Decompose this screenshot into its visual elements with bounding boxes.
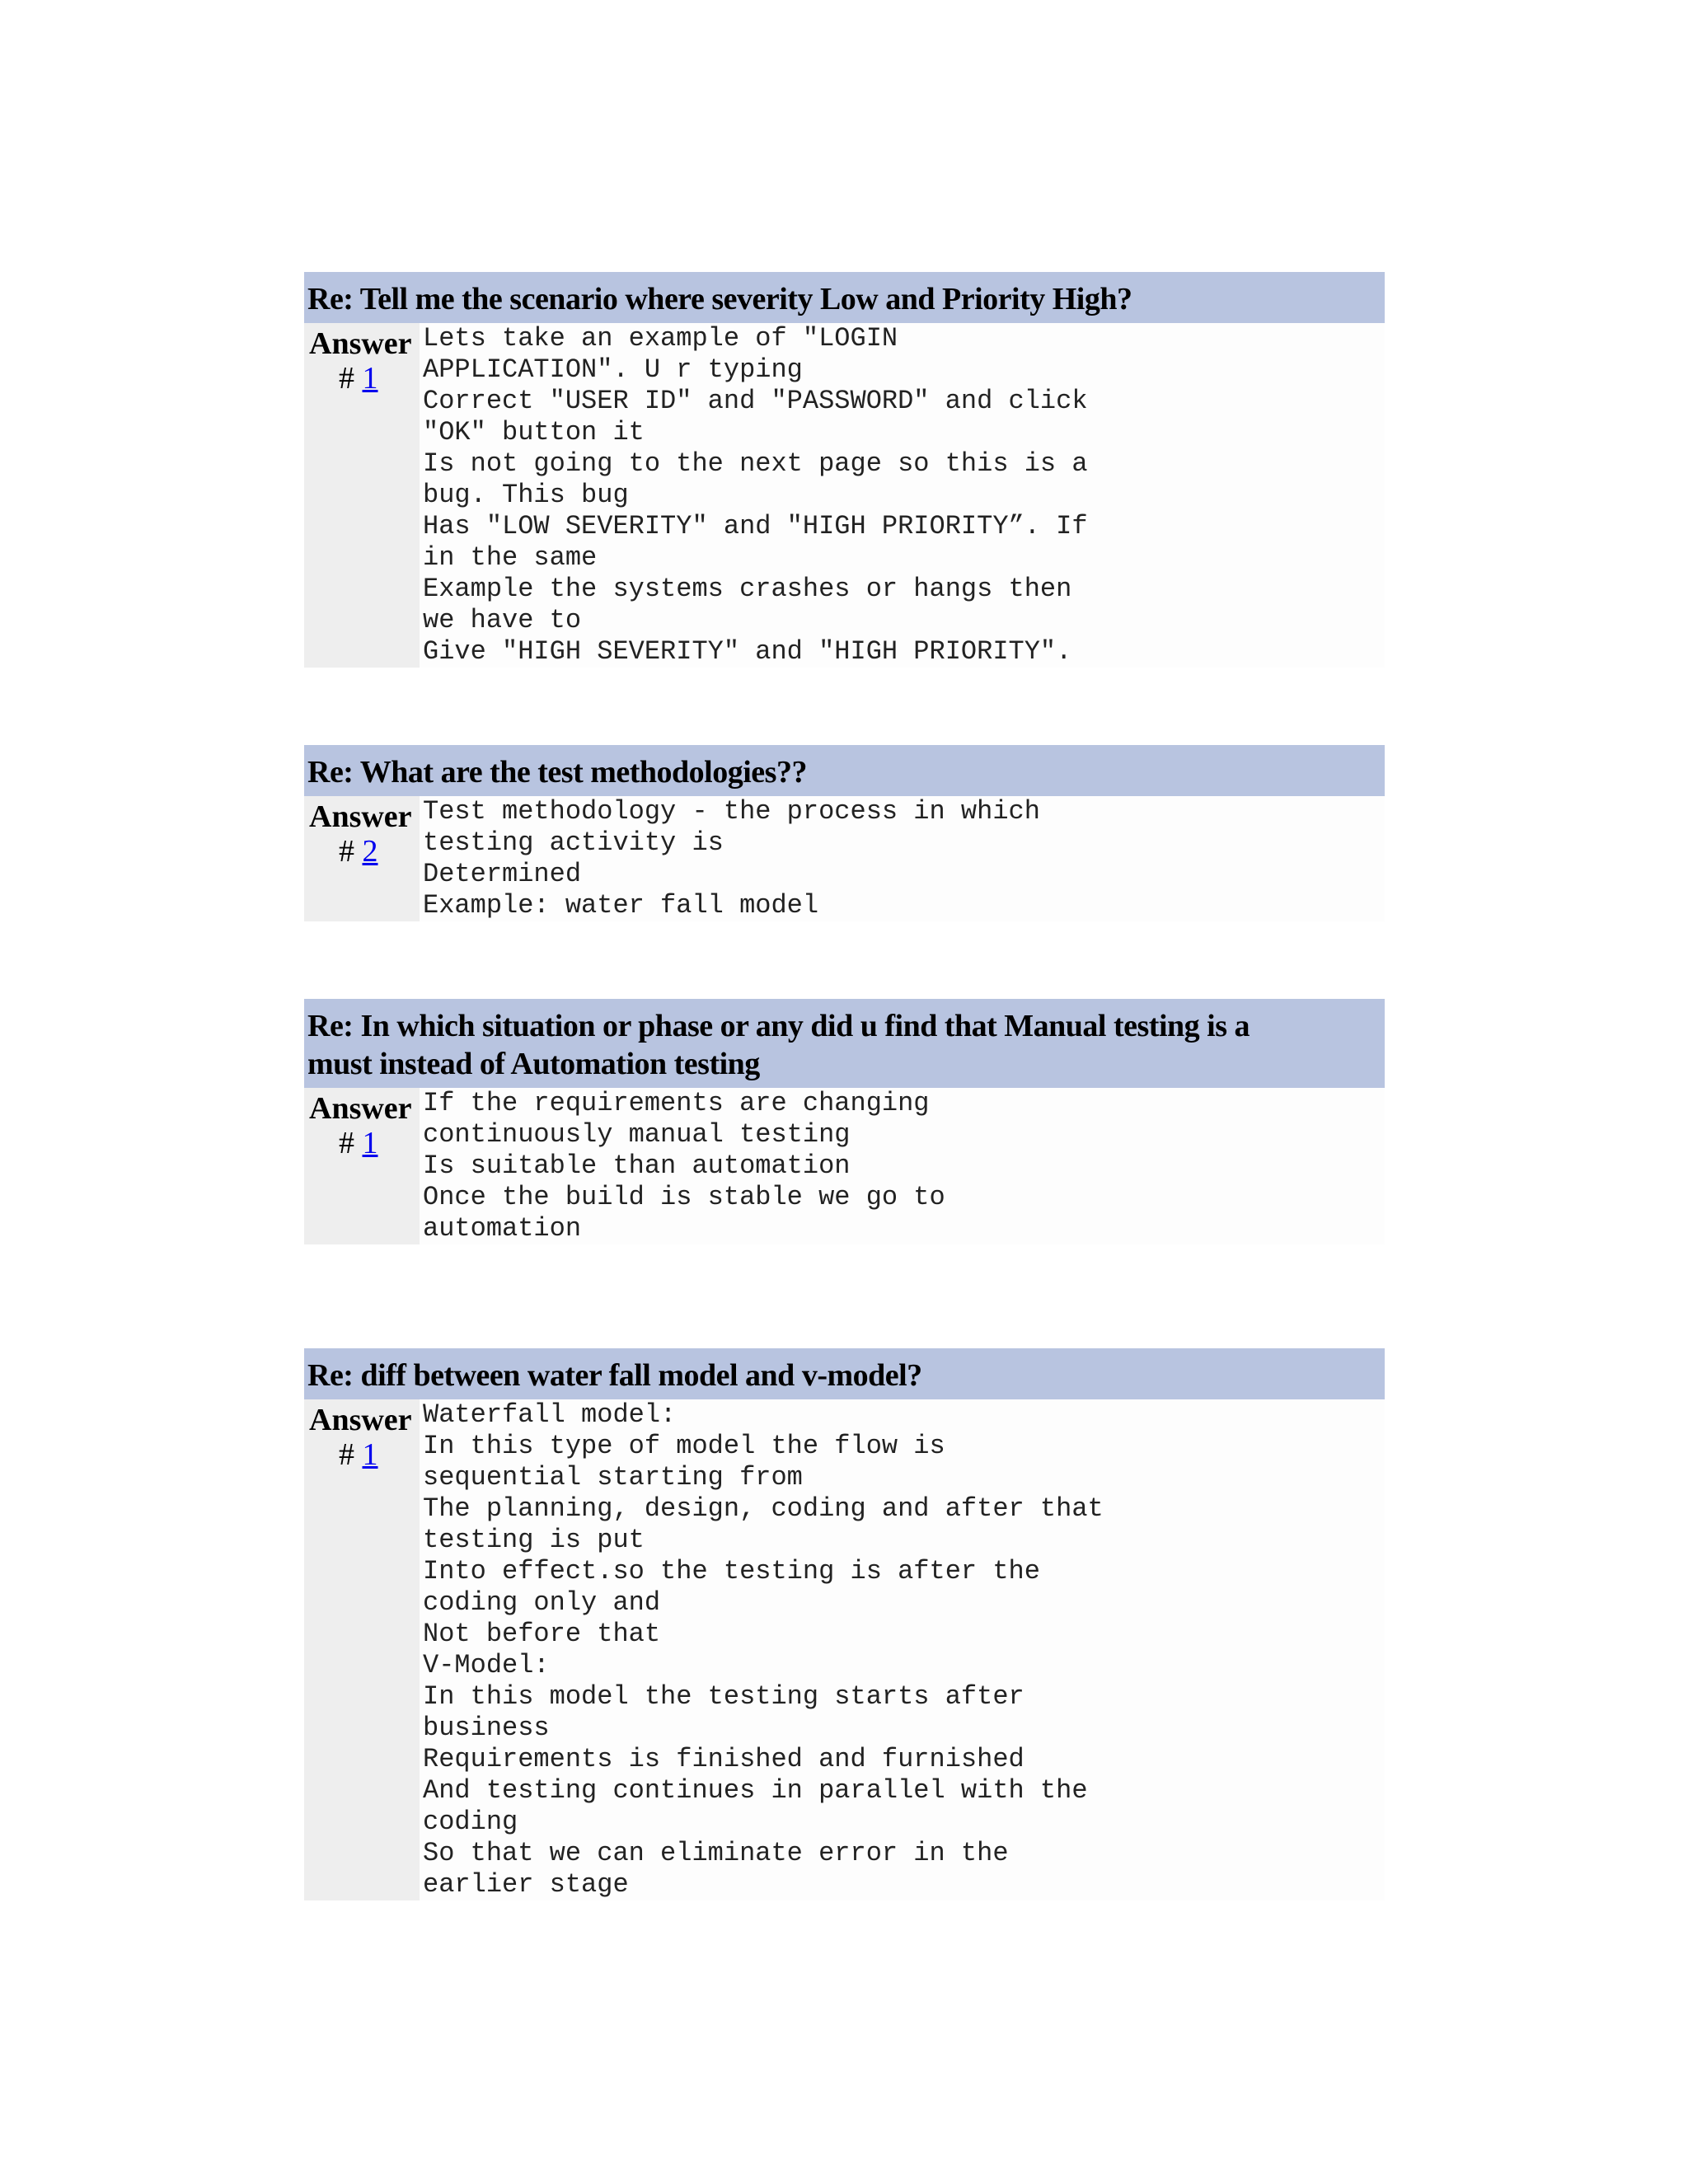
answer-line: Has "LOW SEVERITY" and "HIGH PRIORITY”. If [423,511,1088,541]
answer-number-link[interactable]: 1 [362,1437,378,1472]
qa-block-1 [304,272,1385,668]
answer-line: coding only and [423,1587,661,1618]
answer-line: Into effect.so the testing is after the [423,1556,1040,1586]
answer-line: Lets take an example of "LOGIN [423,323,898,354]
answer-line: In this type of model the flow is [423,1431,945,1461]
answer-line: Once the build is stable we go to [423,1182,945,1212]
answer-line: And testing continues in parallel with the [423,1775,1088,1806]
answer-line: Waterfall model: [423,1399,677,1430]
answer-text [420,323,1385,668]
answer-text [420,1399,1385,1900]
hash-sign: # [339,1437,354,1472]
answer-line: sequential starting from [423,1462,803,1493]
answer-line: Example: water fall model [423,890,819,921]
answer-number-link[interactable]: 1 [362,361,378,396]
question-title-line: must instead of Automation testing [307,1047,760,1081]
answer-label: Answer [309,1403,412,1437]
answer-line: Not before that [423,1619,661,1649]
answer-line: business [423,1713,550,1743]
answer-line: in the same [423,542,598,573]
answer-line: coding [423,1807,518,1837]
answer-line: In this model the testing starts after [423,1681,1025,1712]
answer-label: Answer [309,1091,412,1126]
answer-line: continuously manual testing [423,1119,851,1150]
answer-line: So that we can eliminate error in the [423,1838,1009,1868]
answer-line: Correct "USER ID" and "PASSWORD" and click [423,386,1088,416]
answer-number [304,361,420,396]
answer-line: Give "HIGH SEVERITY" and "HIGH PRIORITY". [423,636,1072,667]
qa-block-3 [304,999,1385,1244]
answer-number [304,1437,420,1472]
question-title: Re: What are the test methodologies?? [304,745,1385,796]
qa-block-2 [304,745,1385,921]
answer-line: we have to [423,605,582,635]
answer-line: The planning, design, coding and after that [423,1493,1104,1524]
question-title: Re: Tell me the scenario where severity Low and Priority High? [304,272,1385,323]
answer-line: testing is put [423,1525,645,1555]
answer-line: If the requirements are changing [423,1088,930,1118]
answer-line: Test methodology - the process in which [423,796,1040,827]
answer-line: earlier stage [423,1869,629,1900]
answer-label: Answer [309,799,412,834]
answer-line: Requirements is finished and furnished [423,1744,1025,1774]
answer-label-cell [304,1399,420,1900]
answer-line: Is not going to the next page so this is a [423,448,1088,479]
hash-sign: # [339,834,354,869]
answer-number [304,1126,420,1160]
answer-label-cell [304,1088,420,1244]
hash-sign: # [339,1126,354,1160]
answer-row [304,1088,1385,1244]
answer-label-cell [304,796,420,921]
answer-row [304,323,1385,668]
answer-line: "OK" button it [423,417,645,448]
answer-number [304,834,420,869]
question-title [304,999,1385,1088]
answer-line: APPLICATION". U r typing [423,354,803,385]
answer-line: V-Model: [423,1650,550,1680]
answer-line: Determined [423,859,582,889]
answer-line: bug. This bug [423,480,629,510]
answer-line: automation [423,1213,582,1244]
hash-sign: # [339,361,354,396]
question-title: Re: diff between water fall model and v-model? [304,1348,1385,1399]
qa-block-4 [304,1348,1385,1900]
answer-row [304,1399,1385,1900]
answer-number-link[interactable]: 2 [362,834,378,869]
answer-line: Is suitable than automation [423,1151,851,1181]
answer-row [304,796,1385,921]
question-title-line: Re: In which situation or phase or any did u find that Manual testing is a [307,1009,1250,1043]
answer-label: Answer [309,326,412,361]
answer-text [420,796,1385,921]
answer-line: Example the systems crashes or hangs then [423,574,1072,604]
answer-text [420,1088,1385,1244]
answer-label-cell [304,323,420,668]
answer-number-link[interactable]: 1 [362,1126,378,1160]
answer-line: testing activity is [423,827,724,858]
